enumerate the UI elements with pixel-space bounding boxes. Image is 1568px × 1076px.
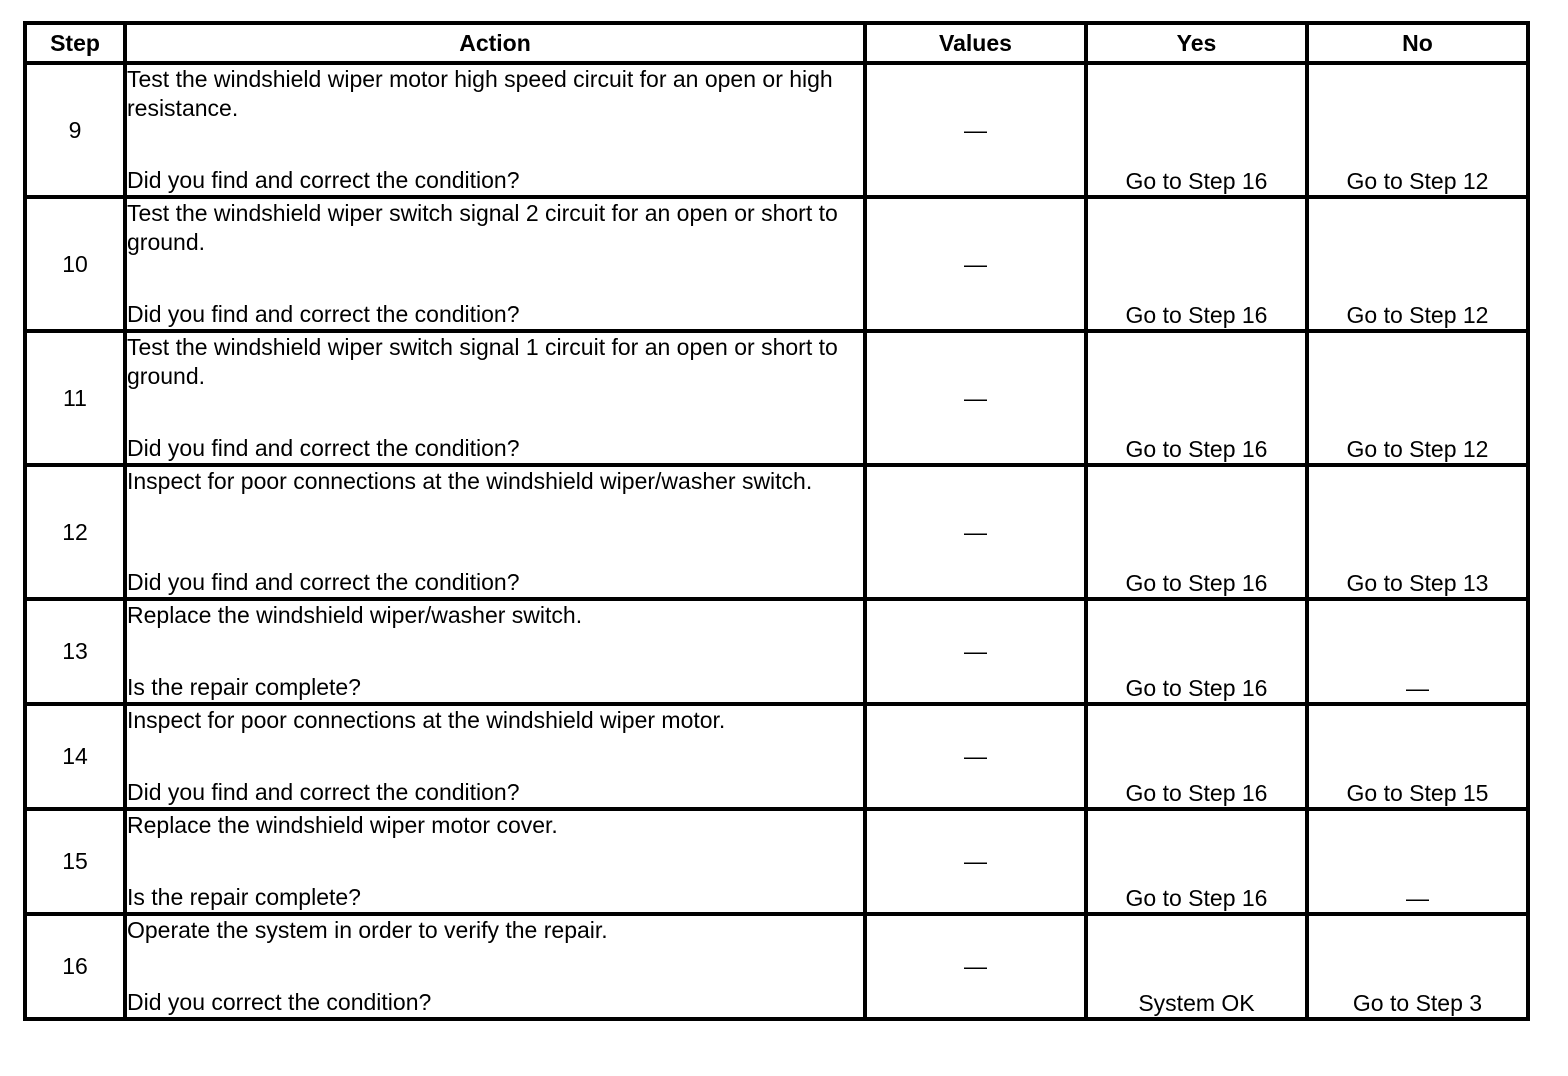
action-cell: [125, 704, 865, 809]
values-cell: —: [865, 914, 1086, 1019]
no-result: Go to Step 12: [1307, 331, 1528, 465]
action-text: Test the windshield wiper motor high speed circuit for an open or high resistance.: [127, 66, 833, 121]
header-action: Action: [125, 23, 865, 63]
table-row: [25, 809, 1528, 914]
table-row: [25, 599, 1528, 704]
action-question: Did you find and correct the condition?: [127, 435, 520, 461]
step-number: 13: [25, 599, 125, 704]
action-question: Did you find and correct the condition?: [127, 301, 520, 327]
no-result: Go to Step 3: [1307, 914, 1528, 1019]
action-question: Did you find and correct the condition?: [127, 779, 520, 805]
table-row: [25, 465, 1528, 599]
no-result: —: [1307, 599, 1528, 704]
yes-result: Go to Step 16: [1086, 63, 1307, 197]
yes-result: Go to Step 16: [1086, 465, 1307, 599]
action-question: Did you find and correct the condition?: [127, 167, 520, 193]
action-cell: [125, 197, 865, 331]
yes-result: Go to Step 16: [1086, 599, 1307, 704]
header-no: No: [1307, 23, 1528, 63]
step-number: 11: [25, 331, 125, 465]
action-text: Inspect for poor connections at the windshield wiper/washer switch.: [127, 468, 813, 494]
step-number: 16: [25, 914, 125, 1019]
table-row: [25, 704, 1528, 809]
header-step: Step: [25, 23, 125, 63]
action-text: Replace the windshield wiper/washer switch.: [127, 602, 583, 628]
step-number: 12: [25, 465, 125, 599]
no-result: —: [1307, 809, 1528, 914]
yes-result: Go to Step 16: [1086, 197, 1307, 331]
step-number: 15: [25, 809, 125, 914]
no-result: Go to Step 15: [1307, 704, 1528, 809]
header-values: Values: [865, 23, 1086, 63]
action-cell: [125, 809, 865, 914]
values-cell: —: [865, 197, 1086, 331]
table-row: [25, 63, 1528, 197]
action-cell: [125, 599, 865, 704]
action-text: Inspect for poor connections at the windshield wiper motor.: [127, 707, 726, 733]
table-row: [25, 197, 1528, 331]
values-cell: —: [865, 465, 1086, 599]
header-yes: Yes: [1086, 23, 1307, 63]
step-number: 14: [25, 704, 125, 809]
table-row: [25, 914, 1528, 1019]
yes-result: Go to Step 16: [1086, 331, 1307, 465]
values-cell: —: [865, 599, 1086, 704]
values-cell: —: [865, 704, 1086, 809]
step-number: 9: [25, 63, 125, 197]
header-row: [25, 23, 1528, 63]
yes-result: Go to Step 16: [1086, 704, 1307, 809]
values-cell: —: [865, 63, 1086, 197]
action-question: Is the repair complete?: [127, 674, 361, 700]
action-text: Replace the windshield wiper motor cover.: [127, 812, 558, 838]
action-text: Test the windshield wiper switch signal 1 circuit for an open or short to ground.: [127, 334, 838, 389]
step-number: 10: [25, 197, 125, 331]
action-cell: [125, 331, 865, 465]
yes-result: Go to Step 16: [1086, 809, 1307, 914]
no-result: Go to Step 12: [1307, 63, 1528, 197]
action-cell: [125, 914, 865, 1019]
action-text: Test the windshield wiper switch signal 2 circuit for an open or short to ground.: [127, 200, 838, 255]
yes-result: System OK: [1086, 914, 1307, 1019]
no-result: Go to Step 13: [1307, 465, 1528, 599]
diagnostic-table: [23, 21, 1530, 1021]
action-cell: [125, 63, 865, 197]
values-cell: —: [865, 331, 1086, 465]
action-question: Is the repair complete?: [127, 884, 361, 910]
action-question: Did you find and correct the condition?: [127, 569, 520, 595]
table-row: [25, 331, 1528, 465]
values-cell: —: [865, 809, 1086, 914]
no-result: Go to Step 12: [1307, 197, 1528, 331]
action-cell: [125, 465, 865, 599]
action-text: Operate the system in order to verify the repair.: [127, 917, 608, 943]
action-question: Did you correct the condition?: [127, 989, 432, 1015]
